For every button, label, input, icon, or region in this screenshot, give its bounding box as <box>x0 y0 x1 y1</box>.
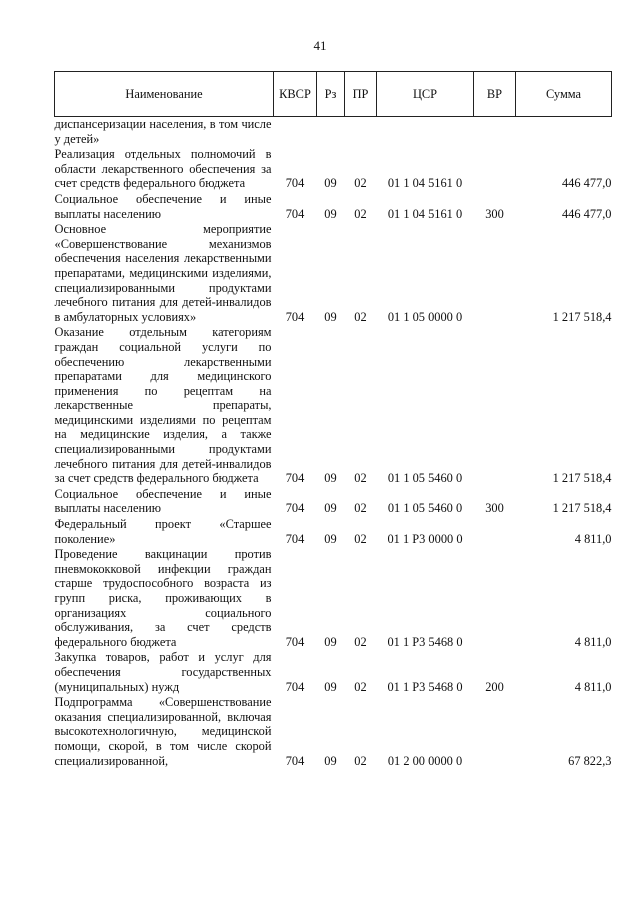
cell-rz: 09 <box>324 176 337 191</box>
cell-vr: 300 <box>485 501 504 516</box>
cell-name: Оказание отдельным категориям граждан социальной услуги по обеспечению лекарственными препаратами для медицинского применения по рецептам на лекарственные препараты, медицинскими изделиями по рецептам на медицинские изделия, а также специализированными продуктами лечебного питания для детей-инвалидов за счет средств федерального бюджета <box>54 325 272 486</box>
cell-csr: 01 1 04 5161 0 <box>387 176 463 191</box>
cell-rz: 09 <box>324 501 337 516</box>
cell-csr: 01 1 05 5460 0 <box>387 471 463 486</box>
cell-rz: 09 <box>324 753 337 768</box>
cell-csr: 01 1 04 5161 0 <box>387 206 463 221</box>
cell-pr: 02 <box>354 679 367 694</box>
cell-vr <box>474 325 516 487</box>
cell-sum: 1 217 518,4 <box>552 471 612 486</box>
cell-name: Закупка товаров, работ и услуг для обеспечения государственных (муниципальных) нужд <box>54 650 272 694</box>
cell-kvsr: 704 <box>285 176 305 191</box>
cell-kvsr: 704 <box>285 753 305 768</box>
page-number: 41 <box>313 38 327 53</box>
cell-sum: 4 811,0 <box>574 531 612 546</box>
header-rz: Рз <box>317 72 345 117</box>
cell-name: Реализация отдельных полномочий в области лекарственного обеспечения за счет средств федерального бюджета <box>54 147 272 191</box>
cell-rz: 09 <box>324 206 337 221</box>
cell-csr: 01 1 P3 5468 0 <box>387 679 463 694</box>
cell-csr: 01 1 P3 0000 0 <box>387 531 463 546</box>
cell-csr: 01 2 00 0000 0 <box>387 753 463 768</box>
cell-kvsr: 704 <box>285 501 305 516</box>
cell-vr <box>474 222 516 325</box>
table-row <box>55 147 612 192</box>
cell-rz: 09 <box>324 471 337 486</box>
cell-kvsr: 704 <box>285 634 305 649</box>
cell-pr: 02 <box>354 531 367 546</box>
cell-vr <box>474 517 516 547</box>
cell-kvsr: 704 <box>285 309 305 324</box>
header-csr: ЦСР <box>377 72 474 117</box>
table-row <box>55 487 612 517</box>
cell-vr <box>474 147 516 192</box>
cell-pr: 02 <box>354 471 367 486</box>
table-row <box>55 325 612 487</box>
table-header-row <box>55 72 612 117</box>
table-row <box>55 117 612 148</box>
table-row <box>55 547 612 650</box>
cell-pr: 02 <box>354 634 367 649</box>
cell-vr <box>474 547 516 650</box>
cell-sum: 67 822,3 <box>568 753 612 768</box>
header-name: Наименование <box>55 72 274 117</box>
header-vr: ВР <box>474 72 516 117</box>
cell-kvsr <box>274 117 317 148</box>
table-row <box>55 192 612 222</box>
cell-vr: 300 <box>485 206 504 221</box>
header-sum: Сумма <box>516 72 612 117</box>
table-row <box>55 517 612 547</box>
table-row <box>55 695 612 769</box>
cell-pr: 02 <box>354 753 367 768</box>
cell-rz: 09 <box>324 531 337 546</box>
cell-pr <box>345 117 377 148</box>
cell-name: Проведение вакцинации против пневмококковой инфекции граждан старше трудоспособного возраста из групп риска, проживающих в организациях социального обслуживания, за счет средств федерального бюджета <box>54 547 272 649</box>
cell-vr <box>474 117 516 148</box>
cell-csr: 01 1 05 5460 0 <box>387 501 463 516</box>
cell-kvsr: 704 <box>285 206 305 221</box>
cell-name: Федеральный проект «Старшее поколение» <box>54 517 272 546</box>
cell-sum: 446 477,0 <box>561 206 612 221</box>
cell-pr: 02 <box>354 176 367 191</box>
cell-vr: 200 <box>485 679 504 694</box>
cell-sum: 1 217 518,4 <box>552 309 612 324</box>
cell-sum: 4 811,0 <box>574 634 612 649</box>
cell-sum: 4 811,0 <box>574 679 612 694</box>
cell-rz <box>317 117 345 148</box>
header-pr: ПР <box>345 72 377 117</box>
cell-name: Социальное обеспечение и иные выплаты населению <box>54 486 272 516</box>
cell-csr <box>377 117 474 148</box>
cell-rz: 09 <box>324 634 337 649</box>
cell-sum <box>516 117 612 148</box>
cell-pr: 02 <box>354 309 367 324</box>
cell-pr: 02 <box>354 206 367 221</box>
cell-rz: 09 <box>324 679 337 694</box>
cell-kvsr: 704 <box>285 679 305 694</box>
budget-table <box>54 71 612 769</box>
cell-vr <box>474 695 516 769</box>
table-row <box>55 650 612 695</box>
cell-name: Основное мероприятие «Совершенствование механизмов обеспечения населения лекарственными препаратами, медицинскими изделиями, специализированными продуктами лечебного питания для детей-инвалидов в амбулаторных условиях» <box>54 222 272 324</box>
cell-csr: 01 1 P3 5468 0 <box>387 634 463 649</box>
cell-rz: 09 <box>324 309 337 324</box>
cell-name: Социальное обеспечение и иные выплаты населению <box>54 191 272 221</box>
cell-name: диспансеризации населения, в том числе у детей» <box>54 117 272 146</box>
cell-sum: 1 217 518,4 <box>552 501 612 516</box>
cell-name: Подпрограмма «Совершенствование оказания специализированной, включая высокотехнологичную, медицинской помощи, скорой, в том числе скорой специализированной, <box>54 695 272 768</box>
cell-kvsr: 704 <box>285 471 305 486</box>
header-kvsr: КВСР <box>274 72 317 117</box>
cell-kvsr: 704 <box>285 531 305 546</box>
cell-sum: 446 477,0 <box>561 176 612 191</box>
cell-csr: 01 1 05 0000 0 <box>387 309 463 324</box>
cell-pr: 02 <box>354 501 367 516</box>
table-row <box>55 222 612 325</box>
